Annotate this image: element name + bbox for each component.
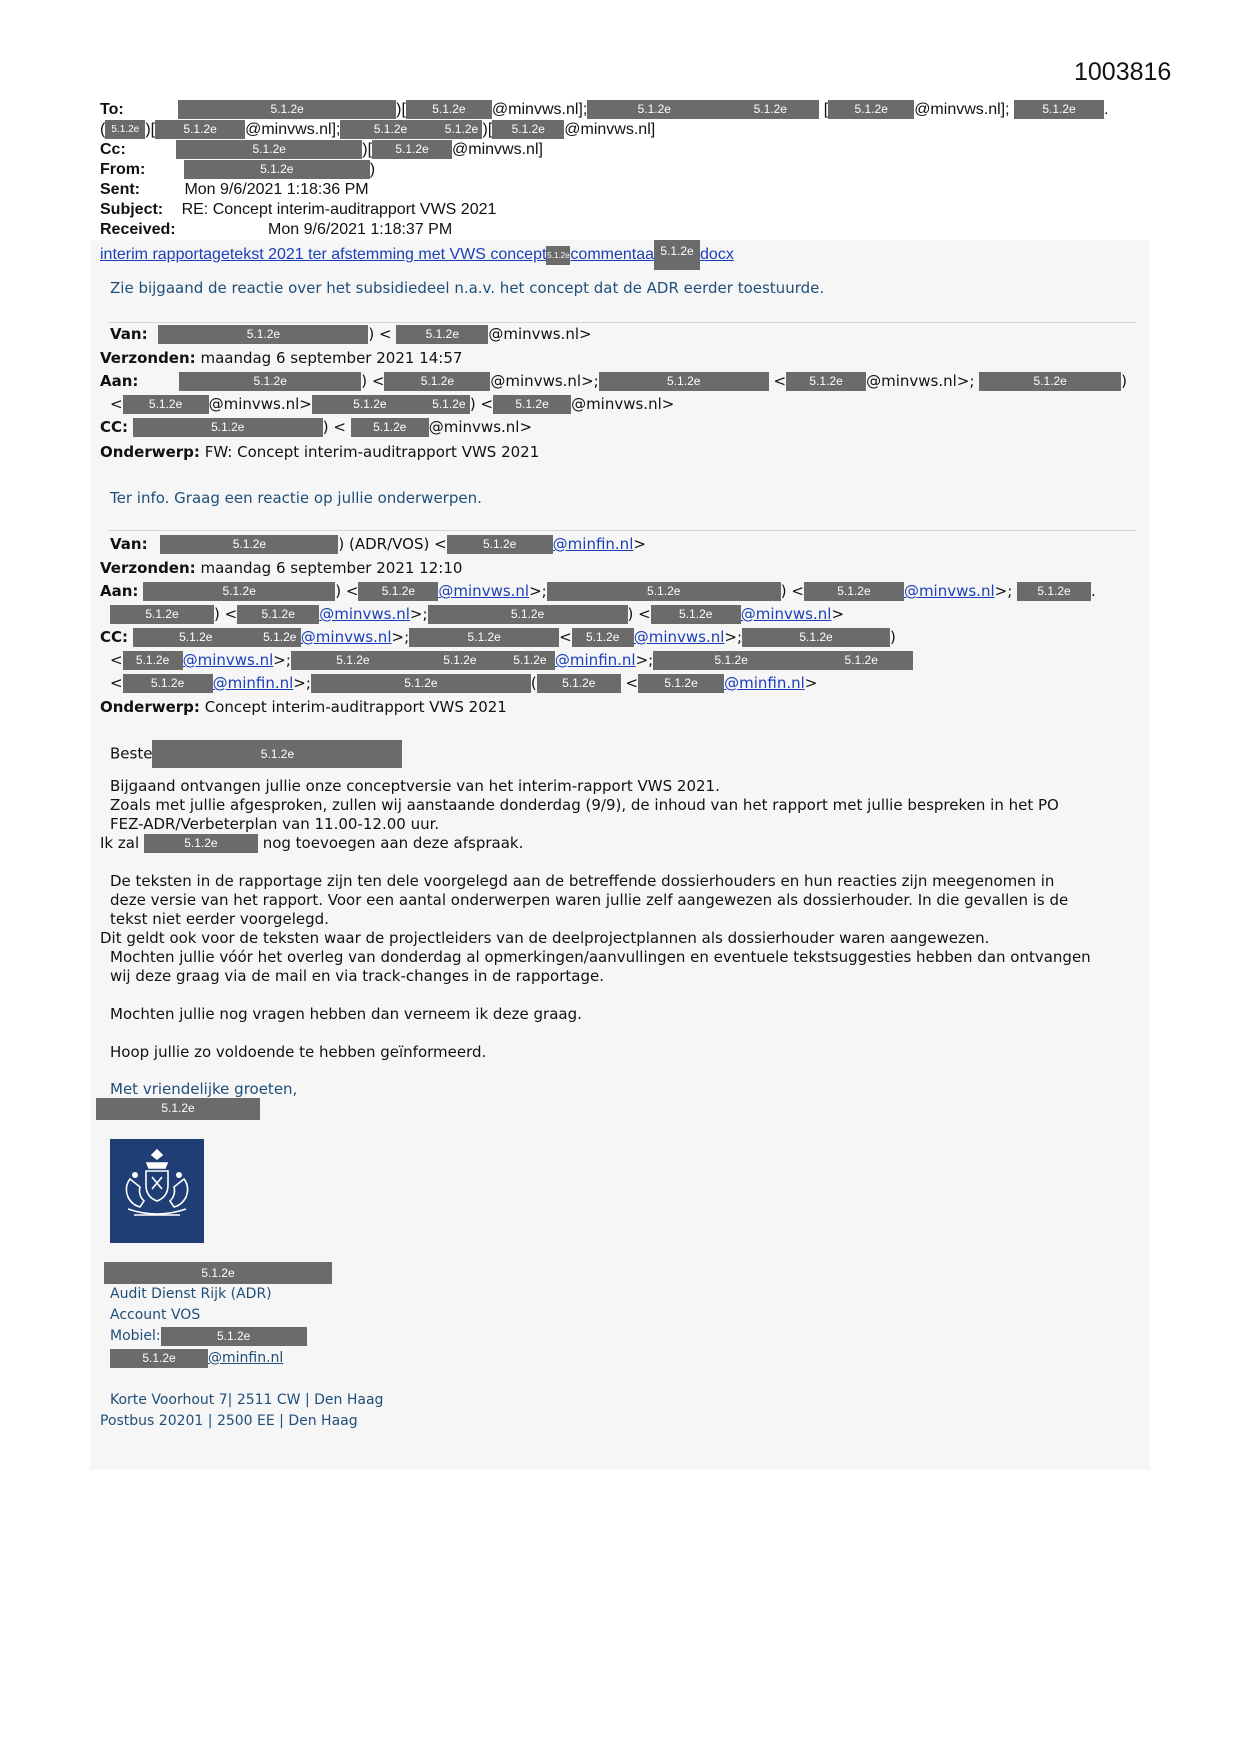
msg3-aan-row: Aan: 5.1.2e ) < 5.1.2e @minvws.nl>; 5.1.2e ) < 5.1.2e @minvws.nl>; 5.1.2e . — [100, 582, 1096, 600]
email-domain: @minvws.nl — [914, 101, 1001, 118]
msg3-verzonden-row — [100, 558, 462, 578]
msg2-van-row: Van: 5.1.2e ) < 5.1.2e @minvws.nl> — [110, 325, 592, 343]
cc-label: CC: — [100, 628, 129, 646]
address-line-2: Postbus 20201 | 2500 EE | Den Haag — [100, 1413, 358, 1429]
redaction: 5.1.2e — [158, 325, 368, 344]
sent-row — [100, 180, 369, 200]
email-domain: @minvws.nl — [452, 141, 539, 158]
onderwerp-label: Onderwerp: — [100, 443, 200, 461]
received-label: Received: — [100, 221, 176, 238]
redaction: 5.1.2e — [96, 1098, 260, 1120]
van-label: Van: — [110, 325, 148, 343]
redaction: 5.1.2e — [351, 418, 429, 437]
email-domain: @minvws.nl — [564, 121, 651, 138]
signature-name-row — [104, 1262, 332, 1284]
aan-label: Aan: — [100, 582, 139, 600]
redaction: 5.1.2e — [110, 1349, 208, 1368]
sent-label: Sent: — [100, 181, 140, 198]
to-row-continued: ( 5.1.2e )[ 5.1.2e @minvws.nl]; 5.1.2e 5.1.2e )[ 5.1.2e @minvws.nl] — [100, 121, 656, 138]
redaction: 5.1.2e — [312, 395, 428, 414]
signature-unit: Account VOS — [110, 1307, 201, 1323]
subject-value: RE: Concept interim-auditrapport VWS 2021 — [181, 201, 497, 218]
email-domain: @minvws.nl — [490, 372, 582, 390]
greeting-row — [110, 740, 402, 768]
redaction: 5.1.2e — [428, 605, 628, 624]
email-link[interactable]: @minfin.nl — [208, 1350, 284, 1366]
redaction: 5.1.2e — [179, 372, 361, 391]
msg2-aan-row: Aan: 5.1.2e ) < 5.1.2e @minvws.nl>; 5.1.2e < 5.1.2e @minvws.nl>; 5.1.2e ) — [100, 372, 1128, 390]
text-line: Bijgaand ontvangen jullie onze conceptversie van het interim-rapport VWS 2021. — [110, 777, 720, 795]
email-domain: @minvws.nl — [571, 395, 662, 413]
msg3-cc-row-2: < 5.1.2e @minvws.nl>; 5.1.2e 5.1.2e 5.1.2e @minfin.nl>; 5.1.2e 5.1.2e — [110, 650, 913, 670]
redaction: 5.1.2e — [133, 418, 323, 437]
paragraph-1-line-4 — [100, 834, 523, 853]
redaction: 5.1.2e — [505, 651, 555, 670]
email-link[interactable]: @minfin.nl — [212, 674, 294, 692]
address-line-1: Korte Voorhout 7| 2511 CW | Den Haag — [110, 1392, 384, 1408]
msg3-aan-row-2: 5.1.2e ) < 5.1.2e @minvws.nl>; 5.1.2e ) < 5.1.2e @minvws.nl> — [110, 604, 844, 624]
redaction: 5.1.2e — [828, 100, 914, 119]
redaction: 5.1.2e — [123, 674, 213, 693]
text-line: wij deze graag via de mail en via track-changes in de rapportage. — [110, 967, 604, 985]
text-line: FEZ-ADR/Verbeterplan van 11.00-12.00 uur. — [110, 815, 440, 833]
text-line: deze versie van het rapport. Voor een aantal onderwerpen waren jullie zelf aangewezen als dossierhouder. In die gevallen is de — [110, 891, 1069, 909]
signature-mobile-row — [110, 1326, 307, 1347]
redaction: 5.1.2e — [133, 628, 259, 647]
received-value: Mon 9/6/2021 1:18:37 PM — [268, 221, 453, 238]
msg2-verzonden-row — [100, 348, 462, 368]
subject-label: Subject: — [100, 201, 164, 218]
attachment-name-part[interactable]: docx — [700, 246, 734, 264]
van-label: Van: — [110, 535, 148, 553]
cc-label: CC: — [100, 418, 129, 436]
redaction: 5.1.2e — [786, 372, 866, 391]
msg2-onderwerp-row — [100, 442, 539, 462]
msg2-body: Ter info. Graag een reactie op jullie onderwerpen. — [110, 489, 482, 507]
mobile-label: Mobiel: — [110, 1328, 161, 1344]
text-line: Ik zal — [100, 834, 140, 852]
redaction: 5.1.2e — [653, 651, 809, 670]
redaction: 5.1.2e — [587, 100, 721, 119]
redaction: 5.1.2e — [651, 605, 741, 624]
signature-org: Audit Dienst Rijk (ADR) — [110, 1286, 272, 1302]
redaction: 5.1.2e — [979, 372, 1121, 391]
onderwerp-value: FW: Concept interim-auditrapport VWS 2021 — [204, 443, 540, 461]
email-domain: @minvws.nl — [491, 101, 579, 118]
redaction: 5.1.2e — [396, 325, 488, 344]
redaction: 5.1.2e — [123, 651, 183, 670]
redaction: 5.1.2e — [143, 582, 335, 601]
redaction: 5.1.2e — [742, 628, 890, 647]
redaction: 5.1.2e — [161, 1327, 307, 1346]
redaction: 5.1.2e — [1014, 100, 1104, 119]
sender-org: (ADR/VOS) — [349, 535, 430, 553]
text-line: Mochten jullie vóór het overleg van donderdag al opmerkingen/aanvullingen en eventuele tekstsuggesties hebben dan ontvangen — [110, 948, 1091, 966]
email-link[interactable]: @minvws.nl — [633, 628, 725, 646]
redaction: 5.1.2e — [406, 100, 492, 119]
paragraph-3: Mochten jullie nog vragen hebben dan verneem ik deze graag. — [110, 1005, 582, 1023]
verzonden-value: maandag 6 september 2021 14:57 — [200, 349, 463, 367]
email-link[interactable]: @minfin.nl — [552, 535, 634, 553]
redaction: 5.1.2e — [804, 582, 904, 601]
redaction: 5.1.2e — [721, 100, 819, 119]
sender-name-row — [96, 1098, 260, 1120]
redaction: 5.1.2e — [123, 395, 209, 414]
redaction: 5.1.2e — [178, 100, 396, 119]
received-row — [100, 220, 452, 240]
text-line: tekst niet eerder voorgelegd. — [110, 910, 329, 928]
coat-of-arms-icon — [110, 1139, 204, 1243]
document-number: 1003816 — [1074, 58, 1172, 86]
email-domain: @minvws.nl — [245, 121, 332, 138]
redaction: 5.1.2e — [537, 674, 621, 693]
reply-text: Zie bijgaand de reactie over het subsidiedeel n.a.v. het concept dat de ADR eerder toestuurde. — [110, 279, 825, 297]
msg3-cc-row-3: < 5.1.2e @minfin.nl>; 5.1.2e ( 5.1.2e < 5.1.2e @minfin.nl> — [110, 674, 818, 692]
email-link[interactable]: @minvws.nl — [300, 628, 392, 646]
redaction: 5.1.2e — [110, 605, 214, 624]
redaction: 5.1.2e — [428, 395, 470, 414]
verzonden-label: Verzonden: — [100, 349, 196, 367]
verzonden-label: Verzonden: — [100, 559, 196, 577]
msg2-aan-row-2: < 5.1.2e @minvws.nl> 5.1.2e 5.1.2e ) < 5.1.2e @minvws.nl> — [110, 395, 675, 413]
redaction: 5.1.2e — [340, 120, 440, 139]
onderwerp-label: Onderwerp: — [100, 698, 200, 716]
email-domain: @minvws.nl — [488, 325, 580, 343]
email-link[interactable]: @minvws.nl — [740, 605, 832, 623]
redaction: 5.1.2e — [409, 628, 559, 647]
text-line: Zoals met jullie afgesproken, zullen wij aanstaande donderdag (9/9), de inhoud van het rapport met jullie bespreken in het PO — [110, 796, 1059, 814]
email-link[interactable]: @minfin.nl — [554, 651, 636, 669]
redaction: 5.1.2e — [447, 535, 553, 554]
subject-row — [100, 200, 496, 220]
signature-email-row — [110, 1348, 283, 1369]
msg2-cc-row: CC: 5.1.2e ) < 5.1.2e @minvws.nl> — [100, 418, 533, 436]
email-domain: @minvws.nl — [866, 372, 957, 390]
redaction: 5.1.2e — [176, 140, 362, 159]
verzonden-value: maandag 6 september 2021 12:10 — [200, 559, 463, 577]
redaction: 5.1.2e — [599, 372, 769, 391]
email-domain: @minvws.nl — [428, 418, 520, 436]
text-line: Dit geldt ook voor de teksten waar de projectleiders van de deelprojectplannen als dossierhouder waren aangewezen. — [100, 929, 990, 947]
separator — [108, 322, 1136, 323]
from-row: From: 5.1.2e ) — [100, 161, 376, 178]
redaction: 5.1.2e — [259, 628, 301, 647]
text-line: De teksten in de rapportage zijn ten dele voorgelegd aan de betreffende dossierhouders en hun reacties zijn meegenomen in — [110, 872, 1055, 890]
redaction: 5.1.2e — [493, 395, 571, 414]
sent-value: Mon 9/6/2021 1:18:36 PM — [184, 181, 369, 198]
redaction: 5.1.2e — [144, 834, 258, 853]
redaction: 5.1.2e — [384, 372, 490, 391]
redaction: 5.1.2e — [237, 605, 319, 624]
redaction: 5.1.2e — [809, 651, 913, 670]
cc-row: Cc: 5.1.2e )[ 5.1.2e @minvws.nl] — [100, 141, 543, 158]
separator — [108, 530, 1136, 531]
redaction: 5.1.2e — [440, 120, 482, 139]
aan-label: Aan: — [100, 372, 139, 390]
text-line: nog toevoegen aan deze afspraak. — [262, 834, 524, 852]
msg3-onderwerp-row — [100, 697, 507, 717]
redaction: 5.1.2e — [311, 674, 531, 693]
email-link[interactable]: @minfin.nl — [724, 674, 805, 692]
to-label: To: — [100, 101, 124, 118]
redaction: 5.1.2e — [654, 240, 700, 270]
onderwerp-value: Concept interim-auditrapport VWS 2021 — [204, 698, 507, 716]
redaction: 5.1.2e — [104, 1262, 332, 1284]
redaction: 5.1.2e — [546, 246, 570, 265]
greeting: Beste — [110, 744, 153, 763]
email-link[interactable]: @minvws.nl — [182, 651, 274, 669]
msg3-van-row: Van: 5.1.2e ) (ADR/VOS) < 5.1.2e @minfin.nl> — [110, 535, 646, 553]
redaction: 5.1.2e — [160, 535, 338, 554]
attachment-name-part[interactable]: interim rapportagetekst 2021 ter afstemming met VWS concept — [100, 246, 547, 264]
rijksoverheid-logo — [110, 1139, 204, 1243]
redaction: 5.1.2e — [358, 582, 438, 601]
msg3-cc-row: CC: 5.1.2e 5.1.2e @minvws.nl>; 5.1.2e < 5.1.2e @minvws.nl>; 5.1.2e ) — [100, 628, 896, 646]
email-link[interactable]: @minvws.nl — [903, 582, 995, 600]
email-link[interactable]: @minvws.nl — [319, 605, 410, 623]
redaction: 5.1.2e — [638, 674, 724, 693]
paragraph-2 — [110, 872, 1068, 929]
redaction: 5.1.2e — [155, 120, 245, 139]
redaction: 5.1.2e — [1017, 582, 1091, 601]
to-row: To: 5.1.2e )[ 5.1.2e @minvws.nl]; 5.1.2e 5.1.2e [ 5.1.2e @minvws.nl]; 5.1.2e . — [100, 101, 1109, 118]
paragraph-4: Hoop jullie zo voldoende te hebben geïnformeerd. — [110, 1043, 487, 1061]
paragraph-2-end — [110, 948, 1091, 986]
redaction: 5.1.2e — [415, 651, 505, 670]
paragraph-1 — [110, 777, 1059, 834]
redaction: 5.1.2e — [291, 651, 415, 670]
cc-label: Cc: — [100, 141, 126, 158]
redaction: 5.1.2e — [492, 120, 564, 139]
redaction: 5.1.2e — [372, 140, 452, 159]
redaction: 5.1.2e — [105, 120, 145, 139]
redaction: 5.1.2e — [184, 160, 370, 179]
redaction: 5.1.2e — [152, 740, 402, 768]
redaction: 5.1.2e — [572, 628, 634, 647]
from-label: From: — [100, 161, 146, 178]
email-domain: @minvws.nl — [208, 395, 300, 413]
attachment-name-part[interactable]: commentaa — [570, 246, 655, 264]
redaction: 5.1.2e — [547, 582, 781, 601]
email-link[interactable]: @minvws.nl — [438, 582, 530, 600]
closing: Met vriendelijke groeten, — [110, 1080, 298, 1098]
attachment-link[interactable] — [100, 240, 734, 270]
